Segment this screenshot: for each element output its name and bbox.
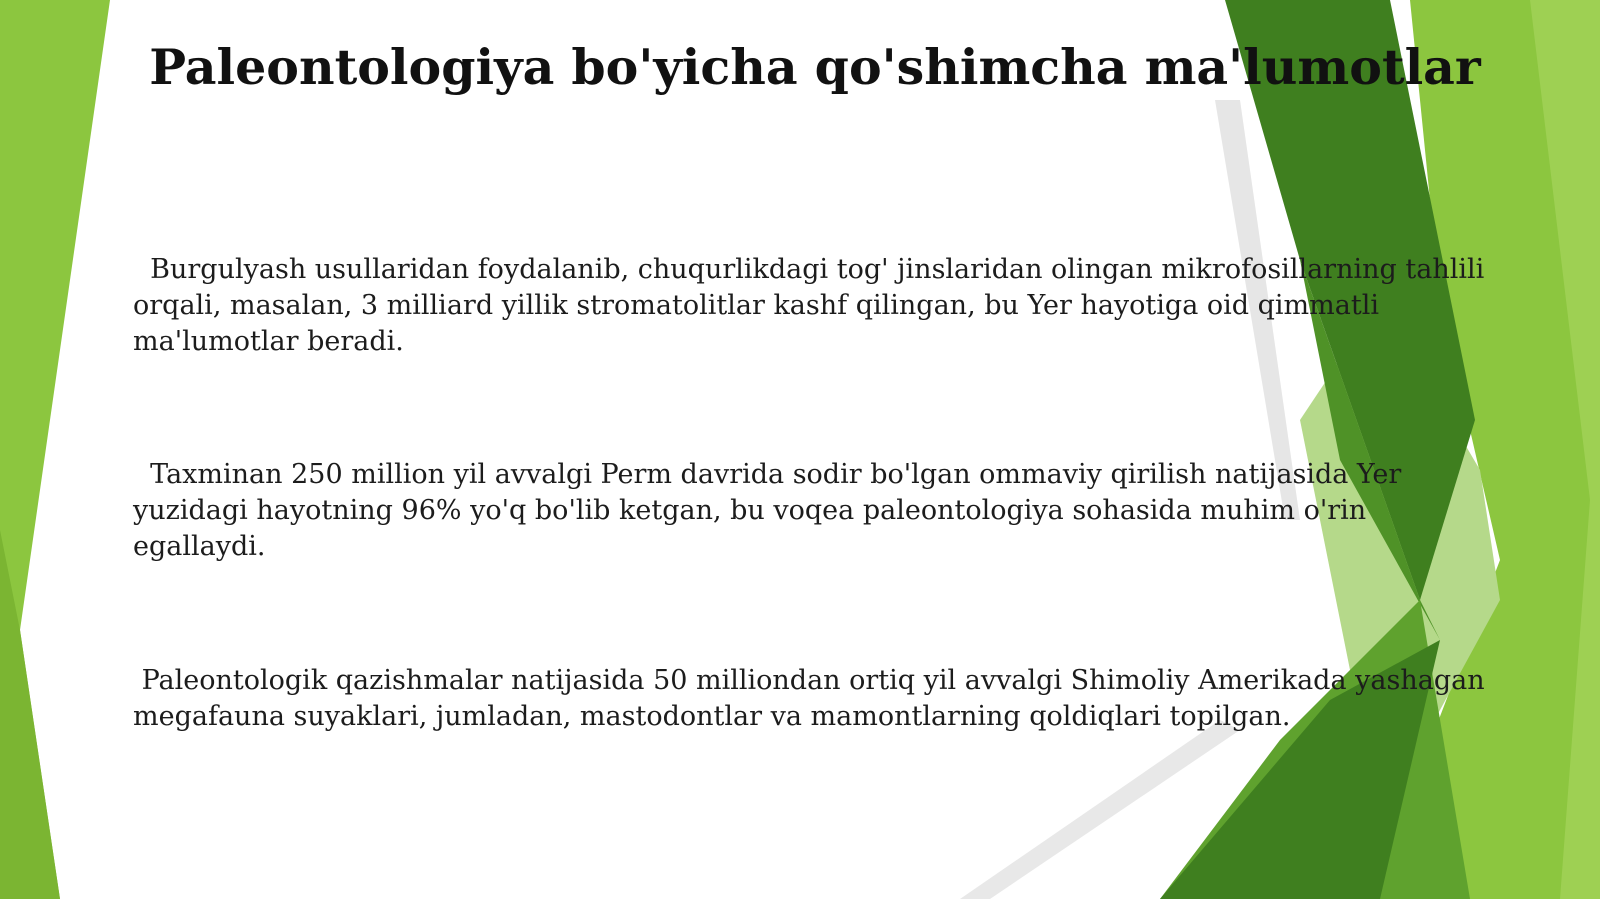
slide-title: Paleontologiya bo'yicha qo'shimcha ma'lumotlar — [149, 38, 1481, 96]
paragraph-drilling: Burgulyash usullaridan foydalanib, chuqurlikdagi tog' jinslaridan olingan mikrofosillarning tahlili orqali, masalan, 3 milliard yillik stromatolitlar kashf qilingan, bu Yer hayotiga oid qimmatli ma'lumotlar beradi. — [133, 254, 1493, 357]
paragraph-permian-extinction: Taxminan 250 million yil avvalgi Perm davrida sodir bo'lgan ommaviy qirilish natijasida Yer yuzidagi hayotning 96% yo'q bo'lib ketgan, bu voqea paleontologiya sohasida muhim o'rin egallaydi. — [133, 459, 1410, 562]
paragraph-megafauna: Paleontologik qazishmalar natijasida 50 milliondan ortiq yil avvalgi Shimoliy Amerikada yashagan megafauna suyaklari, jumladan, mastodontlar va mamontlarning qoldiqlari topilgan. — [133, 665, 1494, 732]
left-green-shade — [0, 530, 60, 899]
